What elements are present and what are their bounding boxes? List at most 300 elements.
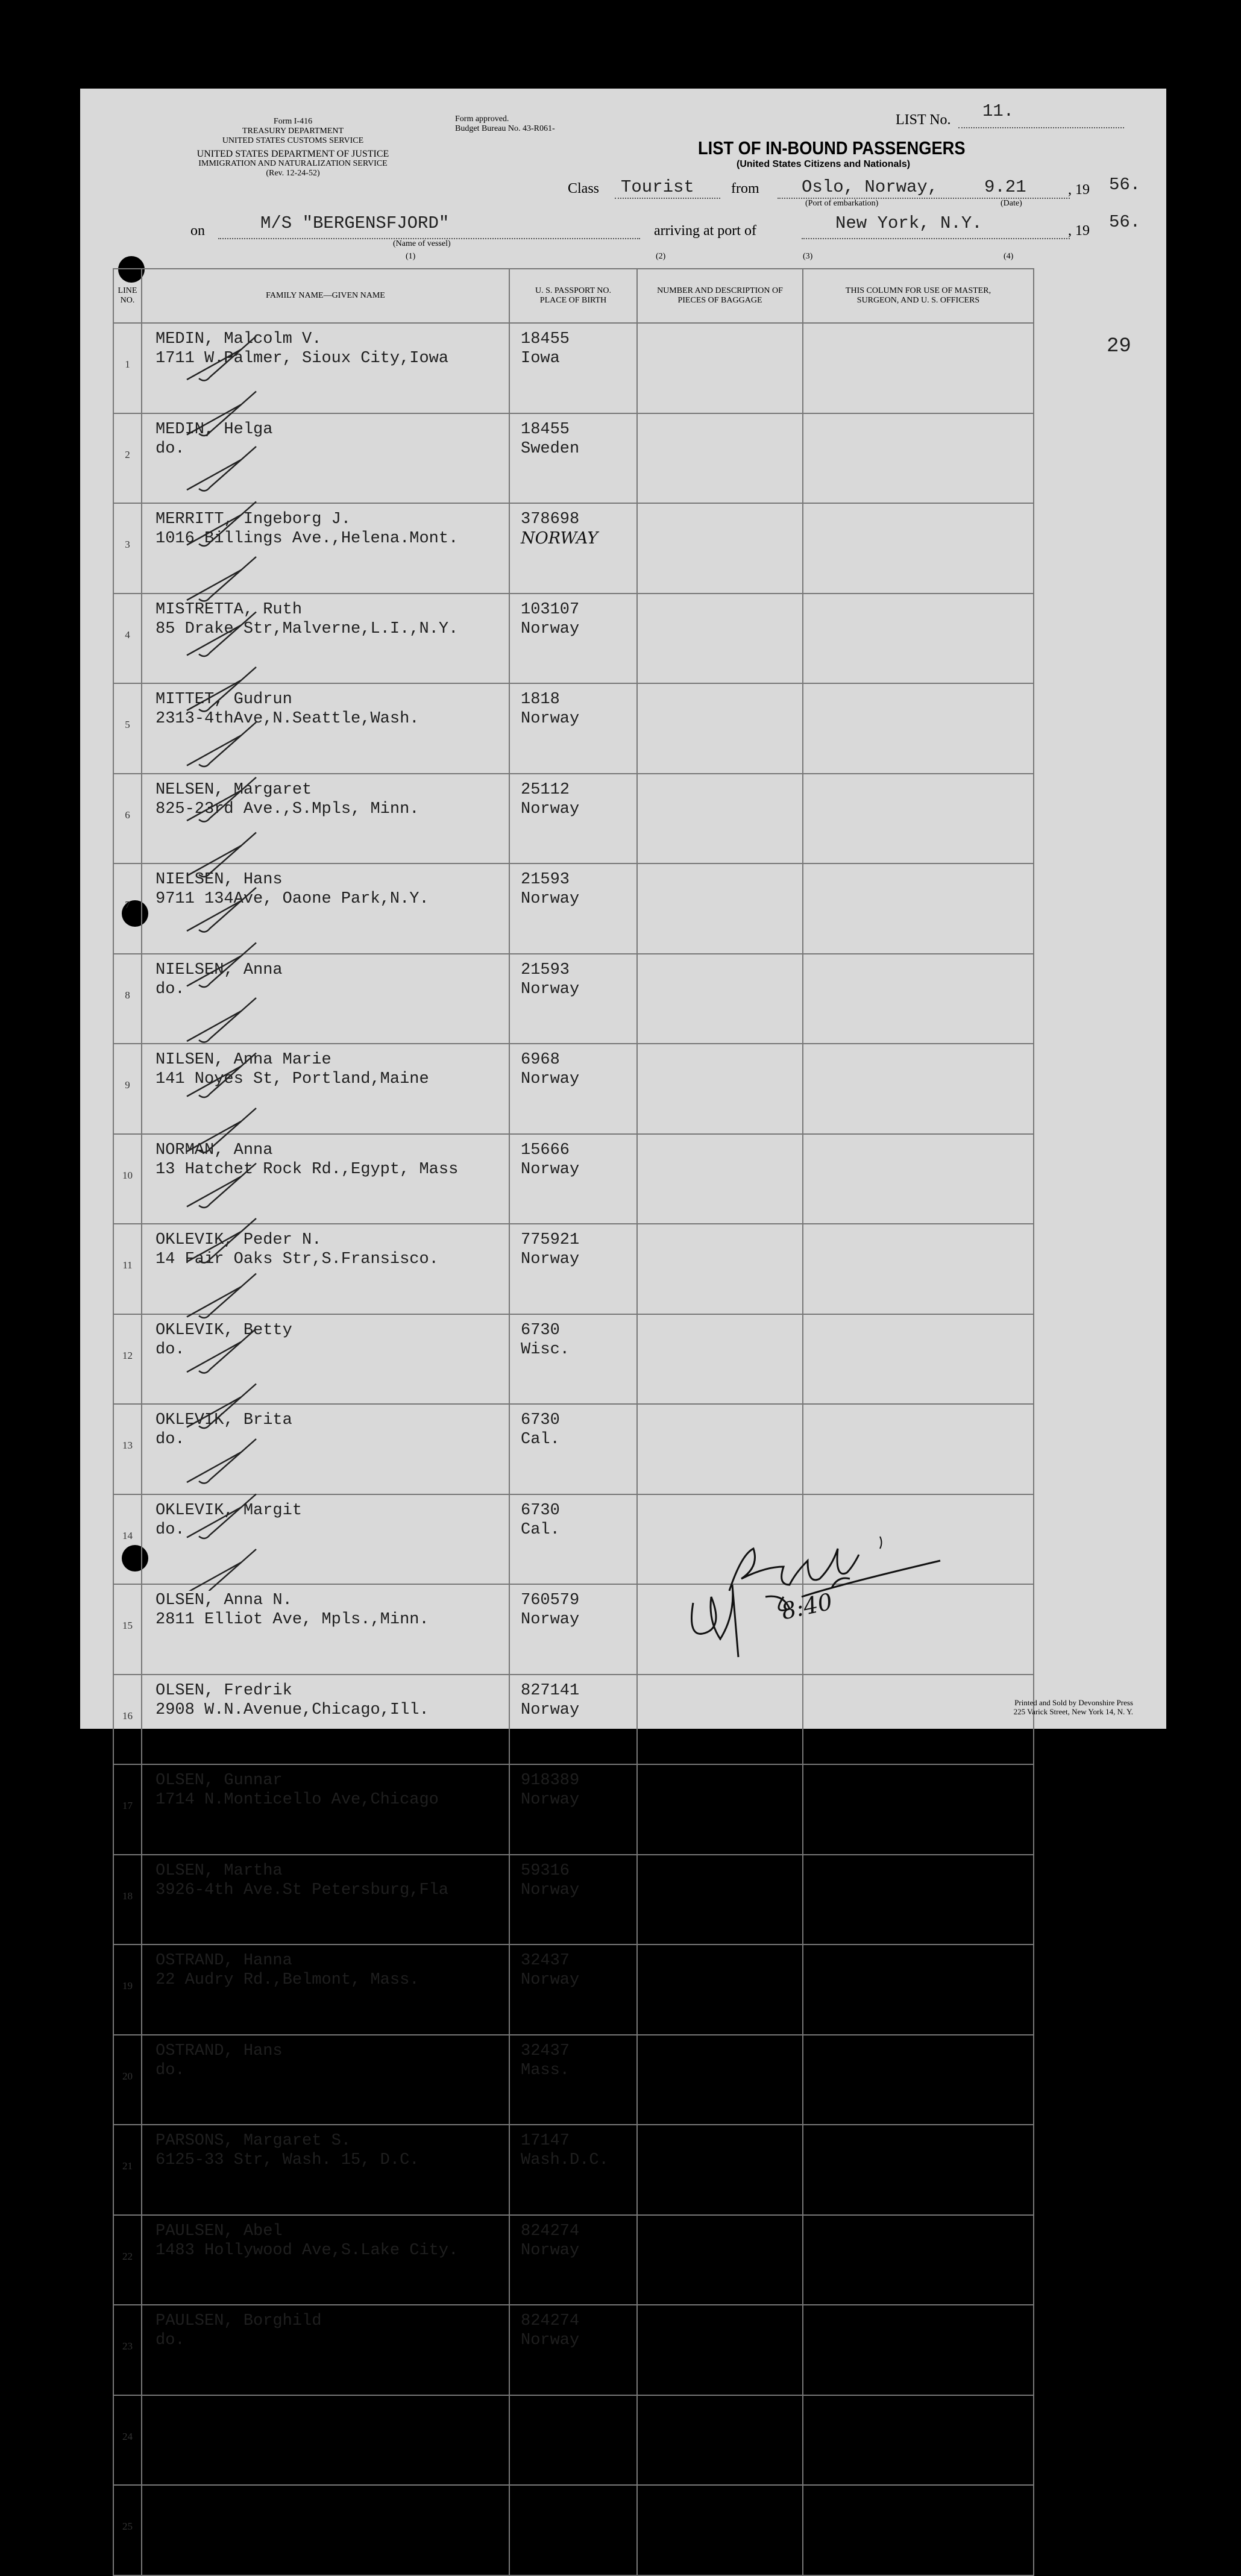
line-number-cell	[113, 2035, 142, 2125]
officers-cell	[803, 1855, 1034, 1945]
line-number: 22	[122, 2250, 133, 2262]
baggage-cell	[637, 863, 803, 954]
line-number: 19	[122, 1980, 133, 1992]
passenger-name: NILSEN, Anna Marie	[156, 1051, 331, 1069]
baggage-cell	[637, 1044, 803, 1134]
passenger-address: do.	[156, 2331, 185, 2349]
passport-number: 32437	[521, 1952, 570, 1970]
page-number: 29	[1107, 335, 1131, 358]
check-mark	[187, 777, 256, 822]
place-of-birth: Sweden	[521, 439, 580, 458]
table-row	[113, 2035, 1034, 2125]
baggage-cell	[637, 1314, 803, 1405]
list-number-line	[958, 127, 1124, 128]
place-of-birth: Wash.D.C.	[521, 2151, 609, 2169]
table-row	[113, 1675, 1034, 1765]
place-of-birth: Norway	[521, 1700, 580, 1719]
name-cell	[142, 1584, 509, 1675]
passport-number: 25112	[521, 780, 570, 799]
arrival-line	[802, 238, 1070, 239]
passport-cell	[509, 2035, 637, 2125]
name-cell	[142, 1945, 509, 2035]
line-number-cell	[113, 863, 142, 954]
passenger-address: do.	[156, 1431, 185, 1449]
baggage-cell	[637, 2035, 803, 2125]
line-number: 3	[125, 539, 130, 550]
name-cell	[142, 2215, 509, 2305]
header-officers: THIS COLUMN FOR USE OF MASTER, SURGEON, AND U. S. OFFICERS	[803, 269, 1034, 323]
passenger-name: OLSEN, Fredrik	[156, 1681, 292, 1700]
passenger-name: OKLEVIK, Peder N.	[156, 1231, 322, 1249]
line-number-cell	[113, 503, 142, 594]
check-mark	[187, 1439, 256, 1484]
passport-number: 18455	[521, 330, 570, 348]
place-of-birth: Iowa	[521, 349, 560, 368]
place-of-birth: Norway	[521, 1881, 580, 1899]
name-cell	[142, 2305, 509, 2395]
embarkation-year: 56.	[1109, 175, 1141, 195]
table-row	[113, 2215, 1034, 2305]
passenger-address: 825-23rd Ave.,S.Mpls, Minn.	[156, 800, 419, 818]
passport-cell	[509, 1314, 637, 1405]
table-row	[113, 2305, 1034, 2395]
form-number: Form I-416	[273, 117, 313, 126]
passport-number: 6730	[521, 1321, 560, 1340]
passport-number: 6968	[521, 1051, 560, 1069]
list-label: LIST No.	[896, 112, 951, 128]
passenger-name: OSTRAND, Hanna	[156, 1952, 292, 1970]
passenger-address: 141 Noyes St, Portland,Maine	[156, 1070, 429, 1088]
place-of-birth: Norway	[521, 1611, 580, 1629]
officers-cell	[803, 2215, 1034, 2305]
check-mark	[187, 447, 256, 491]
baggage-cell	[637, 683, 803, 774]
check-mark	[187, 1549, 256, 1591]
table-header-row	[113, 269, 1034, 323]
baggage-cell	[637, 503, 803, 594]
officers-cell	[803, 1044, 1034, 1134]
place-of-birth: Norway	[521, 1070, 580, 1088]
line-number-cell	[113, 2305, 142, 2395]
baggage-cell	[637, 1224, 803, 1314]
line-number: 8	[125, 989, 130, 1001]
passenger-address: 9711 134Ave, Oaone Park,N.Y.	[156, 890, 429, 908]
header-passport: U. S. PASSPORT NO. PLACE OF BIRTH	[509, 269, 637, 323]
check-mark	[187, 667, 256, 712]
passenger-address: 22 Audry Rd.,Belmont, Mass.	[156, 1971, 419, 1989]
passenger-address: do.	[156, 2061, 185, 2079]
table-row	[113, 2125, 1034, 2215]
table-row	[113, 1764, 1034, 1855]
line-number: 14	[122, 1529, 133, 1541]
place-of-birth: Norway	[521, 1791, 580, 1809]
passport-number: 32437	[521, 2042, 570, 2060]
passenger-address: do.	[156, 980, 185, 998]
line-number: 20	[122, 2070, 133, 2082]
passport-number: 824274	[521, 2222, 580, 2240]
passport-cell	[509, 1764, 637, 1855]
line-number: 24	[122, 2430, 133, 2442]
baggage-cell	[637, 1945, 803, 2035]
officers-cell	[803, 683, 1034, 774]
baggage-cell	[637, 2125, 803, 2215]
passport-cell	[509, 413, 637, 504]
form-approval	[455, 114, 555, 134]
baggage-cell	[637, 774, 803, 864]
signature-time: 8:40	[779, 1588, 835, 1625]
check-mark	[187, 1494, 256, 1539]
passport-cell	[509, 774, 637, 864]
name-cell	[142, 1675, 509, 1765]
check-mark	[187, 1329, 256, 1373]
agency-justice: UNITED STATES DEPARTMENT OF JUSTICE	[196, 149, 389, 159]
passenger-address: 2908 W.N.Avenue,Chicago,Ill.	[156, 1700, 429, 1719]
officers-cell	[803, 503, 1034, 594]
baggage-cell	[637, 1855, 803, 1945]
place-of-birth: Norway	[521, 710, 580, 728]
passenger-name: OSTRAND, Hans	[156, 2042, 283, 2060]
arrival-year: 56.	[1109, 212, 1141, 232]
check-mark	[187, 833, 256, 877]
arrival-port: New York, N.Y.	[835, 213, 982, 233]
passport-cell	[509, 1494, 637, 1585]
line-number-cell	[113, 1855, 142, 1945]
line-number: 4	[125, 628, 130, 641]
passenger-address: 1483 Hollywood Ave,S.Lake City.	[156, 2241, 459, 2260]
year-prefix: , 19	[1068, 182, 1090, 198]
date-caption: (Date)	[1001, 199, 1022, 208]
header-line-no: LINE NO.	[113, 269, 142, 323]
place-of-birth: Norway	[521, 980, 580, 998]
baggage-cell	[637, 1134, 803, 1224]
line-number: 12	[122, 1349, 133, 1361]
line-number: 2	[125, 448, 130, 460]
passport-cell	[509, 1404, 637, 1494]
printer-line-1: Printed and Sold by Devonshire Press	[1014, 1698, 1133, 1707]
passenger-name: NIELSEN, Anna	[156, 961, 283, 979]
line-number-cell	[113, 2215, 142, 2305]
passport-number: 378698	[521, 510, 580, 528]
passenger-name: PARSONS, Margaret S.	[156, 2132, 351, 2150]
agency-customs: UNITED STATES CUSTOMS SERVICE	[222, 136, 364, 145]
check-mark	[187, 392, 256, 436]
passport-number: 21593	[521, 961, 570, 979]
passport-cell	[509, 2215, 637, 2305]
name-cell	[142, 1855, 509, 1945]
place-of-birth: Norway	[521, 1971, 580, 1989]
passenger-address: 13 Hatchet Rock Rd.,Egypt, Mass	[156, 1160, 459, 1179]
baggage-cell	[637, 594, 803, 684]
officers-cell	[803, 774, 1034, 864]
line-number: 21	[122, 2160, 133, 2172]
agency-treasury: TREASURY DEPARTMENT	[242, 127, 344, 136]
passport-cell	[509, 1044, 637, 1134]
line-number-cell	[113, 594, 142, 684]
from-label: from	[731, 181, 759, 196]
line-number-cell	[113, 2485, 142, 2575]
budget-bureau: Budget Bureau No. 43-R061-	[455, 124, 555, 133]
column-number-2: (2)	[656, 252, 666, 261]
line-number: 5	[125, 719, 130, 730]
officers-cell	[803, 323, 1034, 413]
table-row	[113, 1945, 1034, 2035]
form-approved: Form approved.	[455, 114, 509, 124]
place-of-birth: Norway	[521, 890, 580, 908]
passport-number: 18455	[521, 420, 570, 439]
passenger-address: 1714 N.Monticello Ave,Chicago	[156, 1791, 439, 1809]
port-embarkation-caption: (Port of embarkation)	[805, 199, 879, 208]
passport-number: 918389	[521, 1772, 580, 1790]
check-mark	[187, 1384, 256, 1429]
baggage-cell	[637, 2485, 803, 2575]
passport-cell	[509, 503, 637, 594]
line-number: 23	[122, 2340, 133, 2352]
passenger-address: 3926-4th Ave.St Petersburg,Fla	[156, 1881, 449, 1899]
line-number-cell	[113, 1945, 142, 2035]
baggage-cell	[637, 1404, 803, 1494]
officers-cell	[803, 1314, 1034, 1405]
name-cell	[142, 1764, 509, 1855]
passport-number: 15666	[521, 1141, 570, 1159]
officers-cell	[803, 954, 1034, 1044]
form-header-left	[190, 117, 395, 178]
check-mark	[187, 336, 256, 381]
passport-cell	[509, 1134, 637, 1224]
embarkation-port: Oslo, Norway,	[802, 177, 938, 197]
passenger-address: 14 Fair Oaks Str,S.Fransisco.	[156, 1250, 439, 1268]
baggage-cell	[637, 2395, 803, 2486]
vessel-caption: (Name of vessel)	[393, 239, 451, 248]
line-number: 13	[122, 1440, 133, 1451]
officers-cell	[803, 2125, 1034, 2215]
line-number-cell	[113, 413, 142, 504]
table-row	[113, 1855, 1034, 1945]
check-mark	[187, 557, 256, 601]
passenger-address: 6125-33 Str, Wash. 15, D.C.	[156, 2151, 419, 2169]
line-number-cell	[113, 2125, 142, 2215]
officers-cell	[803, 1675, 1034, 1765]
place-of-birth: Cal.	[521, 1431, 560, 1449]
passenger-name: MISTRETTA, Ruth	[156, 600, 303, 619]
passport-cell	[509, 1224, 637, 1314]
passenger-address: do.	[156, 439, 185, 458]
line-number-cell	[113, 1675, 142, 1765]
passport-number: 59316	[521, 1861, 570, 1880]
baggage-cell	[637, 2305, 803, 2395]
line-number-cell	[113, 1404, 142, 1494]
passport-cell	[509, 2485, 637, 2575]
passenger-name: PAULSEN, Abel	[156, 2222, 283, 2240]
line-number: 6	[125, 809, 130, 821]
officers-cell	[803, 1945, 1034, 2035]
place-of-birth: Norway	[521, 619, 580, 638]
passport-number: 17147	[521, 2132, 570, 2150]
passenger-address: 85 Drake Str,Malverne,L.I.,N.Y.	[156, 619, 459, 638]
line-number: 25	[122, 2521, 133, 2532]
class-line	[615, 198, 720, 199]
baggage-cell	[637, 413, 803, 504]
line-number-cell	[113, 1134, 142, 1224]
check-marks	[181, 325, 277, 1591]
line-number-cell	[113, 1764, 142, 1855]
passenger-name: MEDIN, Helga	[156, 420, 273, 439]
passenger-name: OKLEVIK, Brita	[156, 1411, 292, 1429]
check-mark	[187, 943, 256, 988]
passport-number: 760579	[521, 1591, 580, 1609]
baggage-cell	[637, 954, 803, 1044]
passport-cell	[509, 323, 637, 413]
passenger-address: do.	[156, 1340, 185, 1359]
passenger-address: 1016 Billings Ave.,Helena.Mont.	[156, 530, 459, 548]
form-revision: (Rev. 12-24-52)	[266, 169, 320, 178]
passenger-name: NIELSEN, Hans	[156, 871, 283, 889]
baggage-cell	[637, 1675, 803, 1765]
line-number-cell	[113, 954, 142, 1044]
line-number: 11	[122, 1259, 133, 1271]
baggage-cell	[637, 1764, 803, 1855]
passport-number: 1818	[521, 691, 560, 709]
line-number: 10	[122, 1169, 133, 1181]
place-of-birth: Cal.	[521, 1520, 560, 1539]
embarkation-date: 9.21	[984, 177, 1026, 197]
officers-cell	[803, 863, 1034, 954]
check-mark	[187, 502, 256, 547]
line-number-cell	[113, 323, 142, 413]
passport-cell	[509, 1675, 637, 1765]
name-cell	[142, 2035, 509, 2125]
name-cell	[142, 2485, 509, 2575]
passenger-name: MITTET, Gudrun	[156, 691, 292, 709]
table-row	[113, 2485, 1034, 2575]
passenger-name: OKLEVIK, Betty	[156, 1321, 292, 1340]
arrival-year-prefix: , 19	[1068, 223, 1090, 239]
line-number-cell	[113, 2395, 142, 2486]
class-label: Class	[568, 181, 600, 196]
place-of-birth: Norway	[521, 1160, 580, 1179]
passport-number: 827141	[521, 1681, 580, 1700]
check-mark	[187, 1218, 256, 1263]
passenger-name: MEDIN, Malcolm V.	[156, 330, 322, 348]
printer-imprint	[928, 1698, 1133, 1716]
name-cell	[142, 2395, 509, 2486]
passport-cell	[509, 1855, 637, 1945]
line-number: 15	[122, 1620, 133, 1631]
line-number-cell	[113, 1314, 142, 1405]
line-number: 17	[122, 1800, 133, 1811]
column-number-4: (4)	[1004, 252, 1014, 261]
line-number: 18	[122, 1890, 133, 1902]
officers-cell	[803, 2035, 1034, 2125]
line-number-cell	[113, 1494, 142, 1585]
check-mark	[187, 998, 256, 1042]
column-number-3: (3)	[803, 252, 813, 261]
passport-number: 6730	[521, 1411, 560, 1429]
baggage-cell	[637, 2215, 803, 2305]
passport-number: 21593	[521, 871, 570, 889]
place-of-birth: Norway	[521, 1250, 580, 1268]
passenger-name: OLSEN, Anna N.	[156, 1591, 292, 1609]
officers-cell	[803, 594, 1034, 684]
line-number: 1	[125, 359, 130, 370]
passport-cell	[509, 1945, 637, 2035]
place-of-birth: Norway	[521, 2241, 580, 2260]
place-of-birth: Norway	[521, 2331, 580, 2349]
printer-line-2: 225 Varick Street, New York 14, N. Y.	[1013, 1707, 1133, 1716]
agency-ins: IMMIGRATION AND NATURALIZATION SERVICE	[198, 159, 388, 168]
officers-cell	[803, 1764, 1034, 1855]
on-label: on	[190, 223, 205, 239]
passenger-name: NELSEN, Margaret	[156, 780, 312, 799]
header-baggage: NUMBER AND DESCRIPTION OF PIECES OF BAGGAGE	[637, 269, 803, 323]
line-number-cell	[113, 683, 142, 774]
check-mark	[187, 1053, 256, 1098]
column-number-1: (1)	[406, 252, 416, 261]
passport-cell	[509, 594, 637, 684]
check-mark	[187, 1164, 256, 1208]
check-mark	[187, 888, 256, 932]
place-of-birth: Mass.	[521, 2061, 570, 2079]
passenger-address: 2811 Elliot Ave, Mpls.,Minn.	[156, 1611, 429, 1629]
passport-cell	[509, 683, 637, 774]
officers-cell	[803, 1134, 1034, 1224]
line-number-cell	[113, 1044, 142, 1134]
passport-cell	[509, 1584, 637, 1675]
officers-cell	[803, 413, 1034, 504]
header-name: FAMILY NAME—GIVEN NAME	[142, 269, 509, 323]
line-number: 9	[125, 1079, 130, 1091]
passport-cell	[509, 2305, 637, 2395]
table-row	[113, 2395, 1034, 2486]
check-mark	[187, 1274, 256, 1318]
line-number-cell	[113, 1584, 142, 1675]
form-title: LIST OF IN-BOUND PASSENGERS	[698, 137, 966, 158]
passport-number: 824274	[521, 2312, 580, 2330]
passport-cell	[509, 2125, 637, 2215]
list-number: 11.	[982, 101, 1014, 121]
check-mark	[187, 612, 256, 657]
passenger-address: 2313-4thAve,N.Seattle,Wash.	[156, 710, 419, 728]
passenger-name: PAULSEN, Borghild	[156, 2312, 322, 2330]
baggage-cell	[637, 323, 803, 413]
place-of-birth: NORWAY	[521, 529, 599, 548]
name-cell	[142, 2125, 509, 2215]
passenger-name: OLSEN, Martha	[156, 1861, 283, 1880]
officers-cell	[803, 1404, 1034, 1494]
officers-cell	[803, 2395, 1034, 2486]
passenger-address: 1711 W.Palmer, Sioux City,Iowa	[156, 349, 449, 368]
passport-cell	[509, 863, 637, 954]
line-number: 7	[125, 899, 130, 910]
passport-cell	[509, 2395, 637, 2486]
place-of-birth: Wisc.	[521, 1340, 570, 1359]
line-number-cell	[113, 774, 142, 864]
officers-cell	[803, 2305, 1034, 2395]
check-mark	[187, 1108, 256, 1153]
passport-cell	[509, 954, 637, 1044]
passenger-name: NORMAN, Anna	[156, 1141, 273, 1159]
passenger-address: do.	[156, 1520, 185, 1539]
passenger-name: MERRITT, Ingeborg J.	[156, 510, 351, 528]
officers-cell	[803, 1224, 1034, 1314]
passenger-name: OKLEVIK, Margit	[156, 1501, 303, 1520]
passenger-name: OLSEN, Gunnar	[156, 1772, 283, 1790]
passport-number: 775921	[521, 1231, 580, 1249]
line-number: 16	[122, 1709, 133, 1722]
passport-number: 6730	[521, 1501, 560, 1520]
officers-cell	[803, 2485, 1034, 2575]
line-number-cell	[113, 1224, 142, 1314]
class-value: Tourist	[621, 177, 694, 197]
